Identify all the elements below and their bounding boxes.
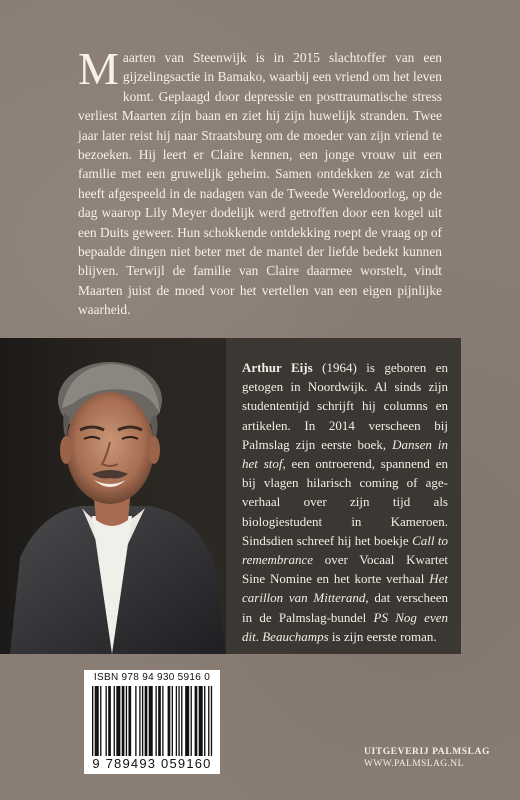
bio-text: , dat verscheen in de Palmslag-bundel	[242, 590, 448, 625]
book-title: Dansen in het stof	[242, 436, 448, 472]
isbn-barcode	[84, 670, 220, 774]
book-title: Het carillon van Mitterand	[242, 571, 448, 606]
book-title: Beauchamps	[262, 628, 329, 644]
bio-text: (1964) is geboren en getogen in Noordwijk. Al sinds zijn studententijd schrijft hij columns en artikelen. In 2014 verscheen bij Palmslag zijn eerste boek,	[242, 360, 449, 452]
author-panel	[0, 338, 461, 654]
blurb-text: aarten van Steenwijk is in 2015 slachtoffer van een gijzelingsactie in Bamako, waarbij een vriend om het leven komt. Geplaagd door depressie en posttraumatische stress verliest Maarten zijn baan en ziet hij zijn huwelijk stranden. Twee jaar later reist hij naar Straatsburg om de moeder van zijn vriend te bezoeken. Hij leert er Claire kennen, een jonge vrouw uit een familie met een gruwelijk geheim. Samen ontdekken ze wat zich heeft afgespeeld in de nadagen van de Tweede Wereldoorlog, op de dag waarop Lily Meyer dodelijk werd getroffen door een kogel uit een Duits geweer. Hun schokkende ontdekking roept de vraag op of bepaalde dingen niet beter met de mantel der liefde bedekt kunnen blijven. Terwijl de familie van Claire daarmee worstelt, vindt Maarten juist de moed voor het vertellen van een eigen pijnlijke waarheid.	[78, 50, 442, 318]
barcode-bars	[90, 686, 214, 756]
barcode-digits: 9 789493 059160	[92, 756, 212, 771]
publisher-url: WWW.PALMSLAG.NL	[364, 759, 464, 769]
publisher-name: UITGEVERIJ PALMSLAG	[364, 747, 491, 757]
drop-cap: M	[78, 43, 119, 94]
book-title: PS Nog even dit	[242, 609, 448, 644]
bio-text: is zijn eerste roman.	[328, 628, 437, 644]
book-title: Call to remembrance	[242, 532, 448, 568]
publisher-info	[364, 747, 490, 769]
bio-text: over Vocaal Kwartet Sine Nomine en het korte verhaal	[242, 552, 448, 587]
isbn-label: ISBN 978 94 930 5916 0	[93, 672, 211, 683]
bio-text: .	[255, 628, 263, 644]
back-cover-blurb	[78, 43, 442, 320]
bio-text: , een ontroerend, spannend en bij vlagen hilarisch coming of age-verhaal over zijn tijd als biologiestudent in Kameroen. Sindsdien schreef hij het boekje	[242, 456, 448, 548]
author-name: Arthur Eijs	[242, 360, 313, 375]
author-photo	[0, 338, 226, 654]
author-bio	[242, 358, 448, 646]
